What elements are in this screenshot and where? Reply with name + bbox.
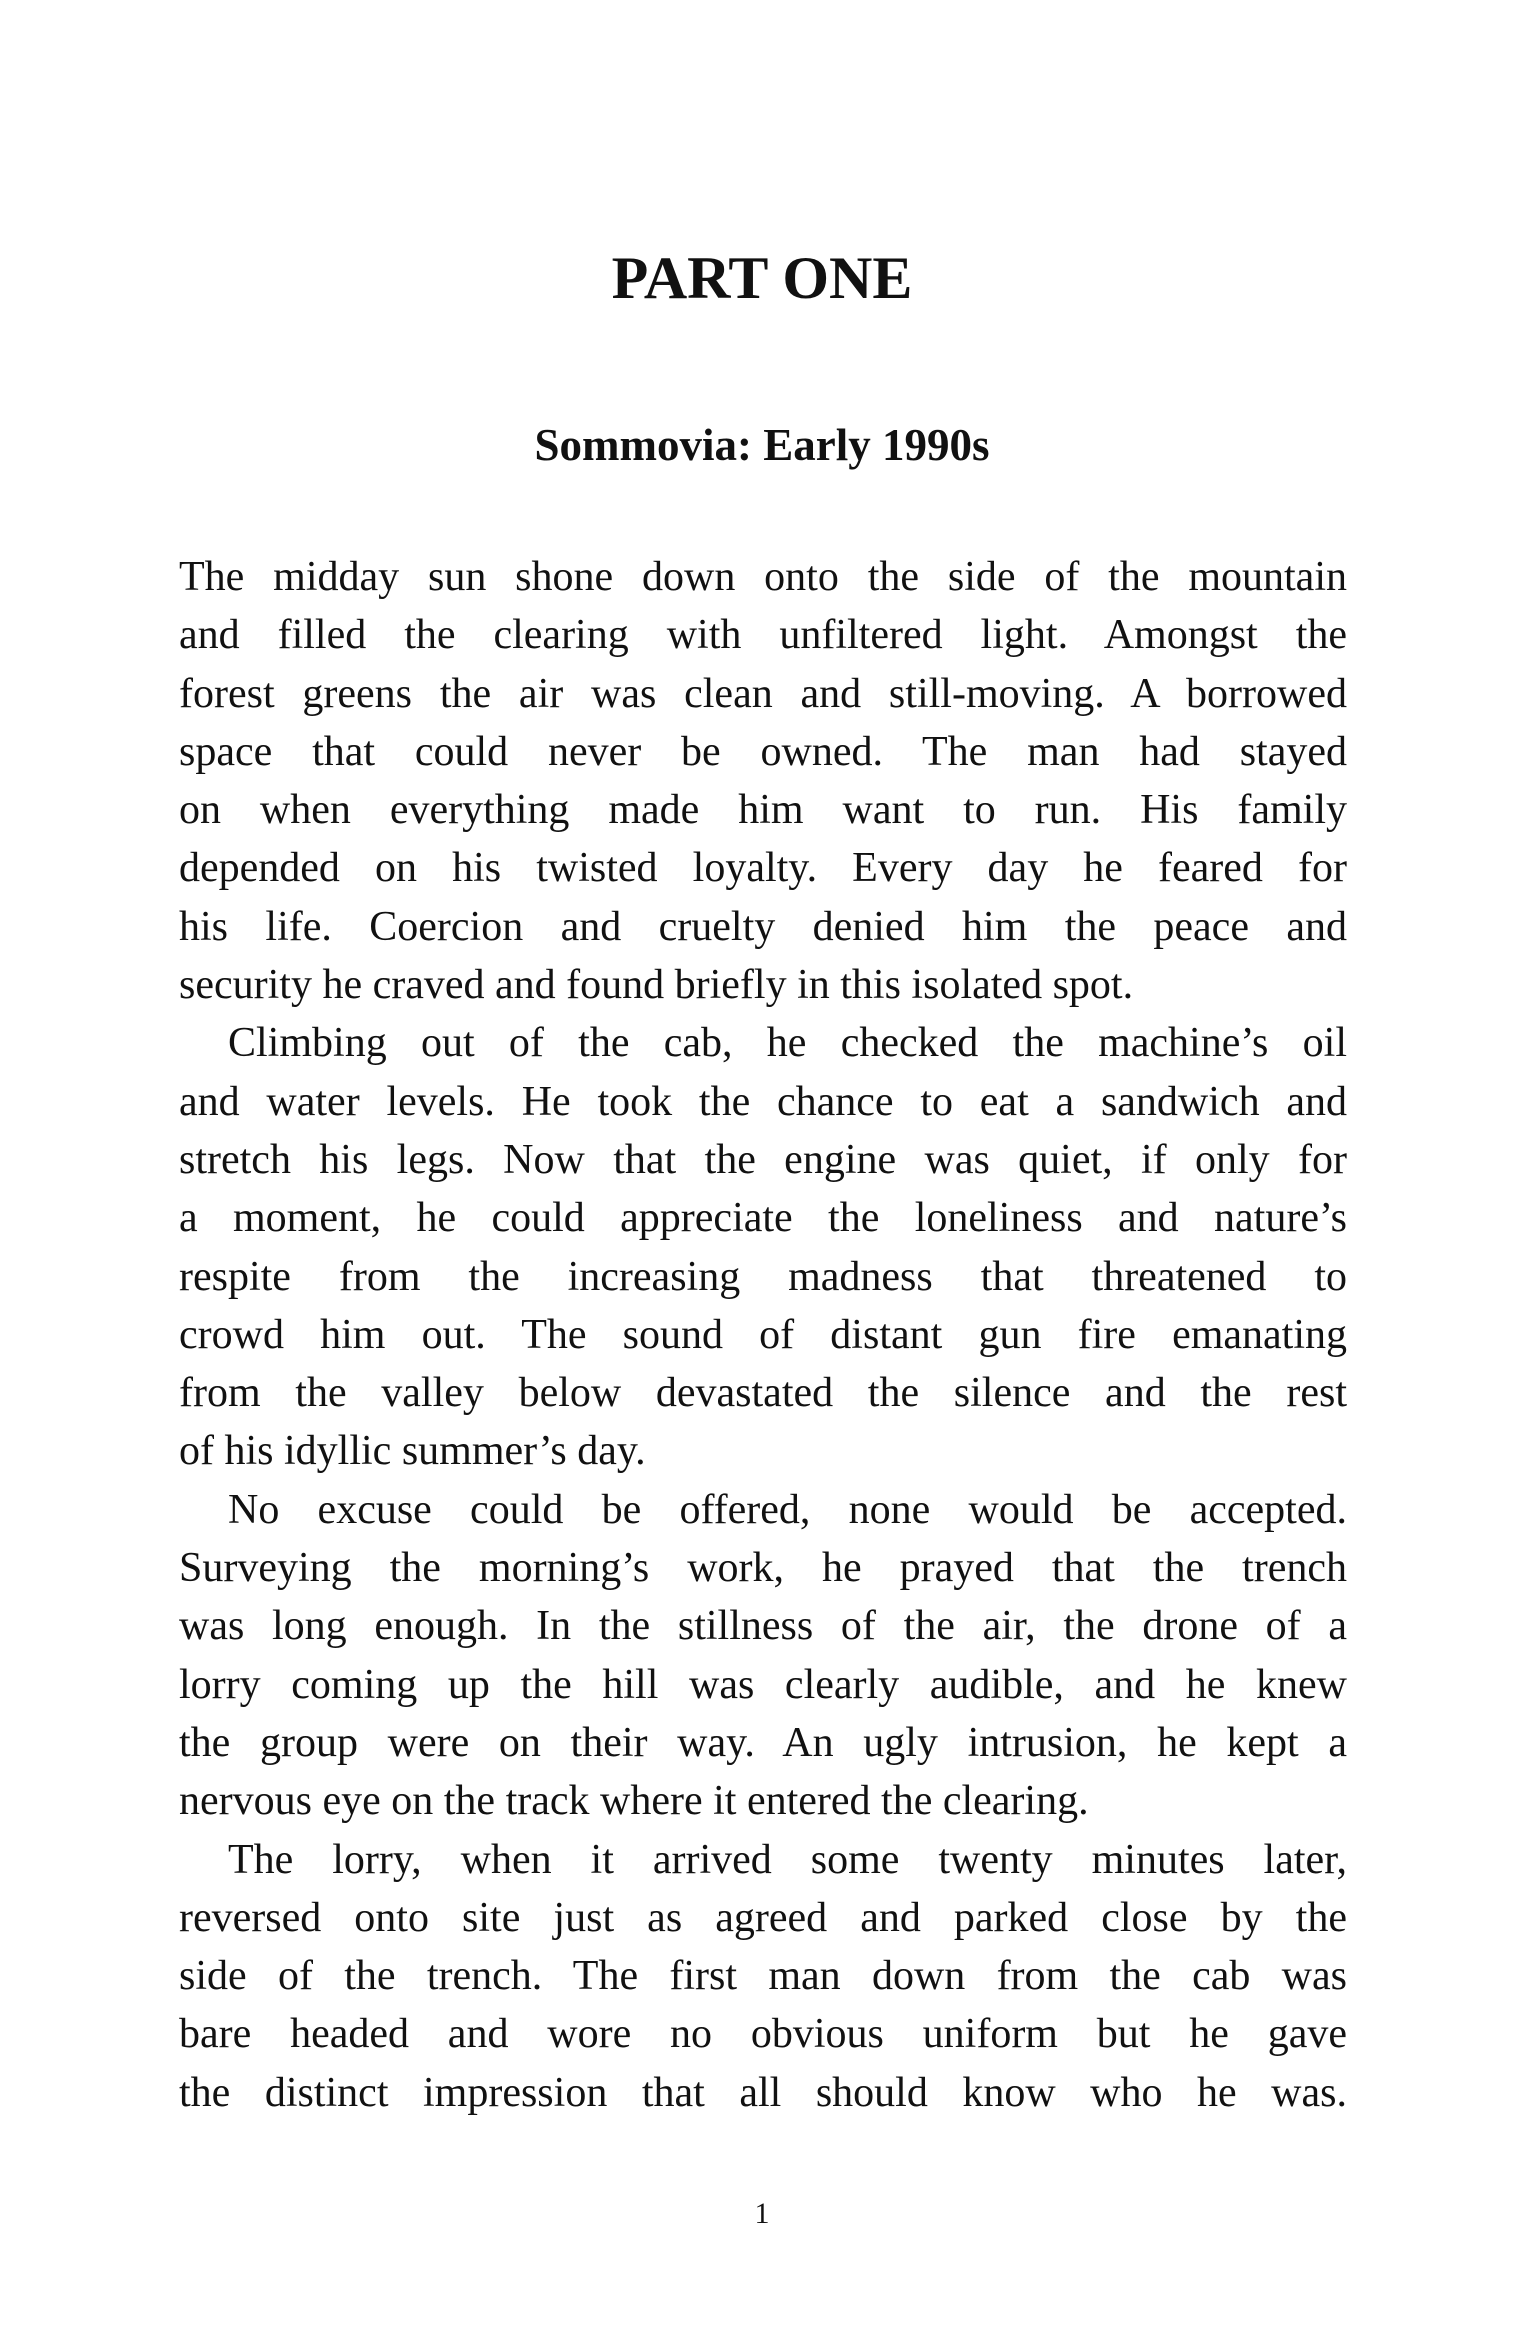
page-number: 1 <box>754 2197 770 2230</box>
paragraph-4 <box>179 1831 1347 2122</box>
text-line: nervous eye on the track where it entered the clearing. <box>179 1778 1089 1825</box>
text-line: respite from the increasing madness that threatened to <box>179 1253 1347 1300</box>
text-line: security he craved and found briefly in this isolated spot. <box>179 962 1134 1009</box>
paragraph-3 <box>179 1481 1347 1831</box>
text-line: crowd him out. The sound of distant gun fire emanating <box>179 1311 1347 1358</box>
chapter-title: Sommovia: Early 1990s <box>534 420 990 470</box>
text-line: Climbing out of the cab, he checked the machine’s oil <box>228 1020 1347 1067</box>
paragraph-1 <box>179 548 1347 1014</box>
body-text <box>179 548 1347 2122</box>
text-line: reversed onto site just as agreed and parked close by the <box>179 1894 1347 1941</box>
text-line: Surveying the morning’s work, he prayed that the trench <box>179 1545 1347 1592</box>
paragraph-2 <box>179 1014 1347 1480</box>
text-line: space that could never be owned. The man had stayed <box>179 728 1347 775</box>
text-line: stretch his legs. Now that the engine was quiet, if only for <box>179 1136 1347 1183</box>
text-line: on when everything made him want to run. His family <box>179 787 1347 834</box>
text-line: the distinct impression that all should know who he was. <box>179 2069 1347 2116</box>
text-line: No excuse could be offered, none would be accepted. <box>228 1486 1347 1533</box>
part-title: PART ONE <box>611 245 913 311</box>
text-line: his life. Coercion and cruelty denied him the peace and <box>179 903 1347 950</box>
text-line: of his idyllic summer’s day. <box>179 1428 646 1475</box>
text-line: bare headed and wore no obvious uniform but he gave <box>179 2011 1347 2058</box>
text-line: The midday sun shone down onto the side of the mountain <box>179 554 1347 600</box>
text-line: from the valley below devastated the silence and the rest <box>179 1370 1347 1417</box>
text-line: was long enough. In the stillness of the air, the drone of a <box>179 1603 1347 1650</box>
text-line: side of the trench. The first man down from the cab was <box>179 1953 1347 2000</box>
text-line: depended on his twisted loyalty. Every day he feared for <box>179 845 1347 892</box>
text-line: forest greens the air was clean and still-moving. A borrowed <box>179 670 1347 717</box>
text-line: and filled the clearing with unfiltered light. Amongst the <box>179 612 1347 659</box>
text-line: the group were on their way. An ugly intrusion, he kept a <box>179 1719 1347 1766</box>
text-line: lorry coming up the hill was clearly audible, and he knew <box>179 1661 1347 1708</box>
text-line: a moment, he could appreciate the loneliness and nature’s <box>179 1195 1347 1242</box>
text-line: and water levels. He took the chance to eat a sandwich and <box>179 1078 1347 1125</box>
text-line: The lorry, when it arrived some twenty minutes later, <box>228 1836 1347 1883</box>
